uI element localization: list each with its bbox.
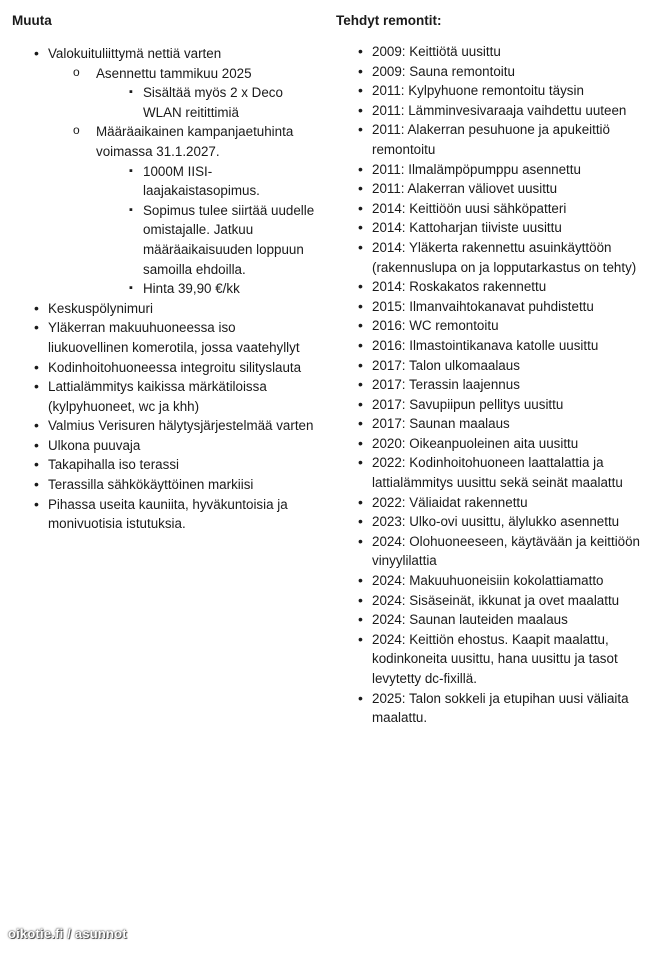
sublist-item-label: Määräaikainen kampanjaetuhinta voimassa 31.1.2027. bbox=[96, 124, 294, 159]
renovation-item: • 2017: Savupiipun pellitys uusittu bbox=[336, 395, 658, 415]
renovation-item: • 2015: Ilmanvaihtokanavat puhdistettu bbox=[336, 297, 658, 317]
detail-item: ▪ 1000M IISI-laajakaistasopimus. bbox=[108, 162, 317, 201]
list-item: • Terassilla sähkökäyttöinen markiisi bbox=[12, 475, 317, 495]
list-item-label: Valokuituliittymä nettiä varten bbox=[48, 46, 222, 61]
renovation-item: • 2017: Terassin laajennus bbox=[336, 375, 658, 395]
renovation-item: • 2009: Keittiötä uusittu bbox=[336, 42, 658, 62]
list-item-fiber bbox=[12, 44, 317, 299]
renovation-item: • 2023: Ulko-ovi uusittu, älylukko asennettu bbox=[336, 512, 658, 532]
renovation-item: • 2024: Makuuhuoneisiin kokolattiamatto bbox=[336, 571, 658, 591]
list-item: • Lattialämmitys kaikissa märkätiloissa (kylpyhuoneet, wc ja khh) bbox=[12, 377, 317, 416]
renovation-item: • 2022: Väliaidat rakennettu bbox=[336, 493, 658, 513]
renovation-item: • 2011: Kylpyhuone remontoitu täysin bbox=[336, 81, 658, 101]
list-item: • Yläkerran makuuhuoneessa iso liukuovellinen komerotila, jossa vaatehyllyt bbox=[12, 318, 317, 357]
left-column bbox=[12, 0, 317, 534]
renovation-item: • 2016: Ilmastointikanava katolle uusittu bbox=[336, 336, 658, 356]
list-item: • Ulkona puuvaja bbox=[12, 436, 317, 456]
renovation-item: • 2011: Alakerran pesuhuone ja apukeittiö remontoitu bbox=[336, 120, 658, 159]
sublist-item-installed bbox=[60, 64, 317, 123]
right-column bbox=[336, 0, 658, 728]
detail-item: ▪ Sopimus tulee siirtää uudelle omistajalle. Jatkuu määräaikaisuuden loppuun samoilla ehdoilla. bbox=[108, 201, 317, 279]
list-item: • Valmius Verisuren hälytysjärjestelmää varten bbox=[12, 416, 317, 436]
sublist-item-label: Asennettu tammikuu 2025 bbox=[96, 65, 252, 81]
section-heading-renovations: Tehdyt remontit: bbox=[336, 13, 442, 28]
renovation-item: • 2011: Alakerran väliovet uusittu bbox=[336, 179, 658, 199]
renovation-item: • 2022: Kodinhoitohuoneen laattalattia ja lattialämmitys uusittu sekä seinät maalattu bbox=[336, 453, 658, 492]
renovations-list bbox=[336, 42, 658, 728]
renovation-item: • 2014: Yläkerta rakennettu asuinkäyttöön (rakennuslupa on ja lopputarkastus on tehty) bbox=[336, 238, 658, 277]
list-item: • Pihassa useita kauniita, hyväkuntoisia ja monivuotisia istutuksia. bbox=[12, 495, 317, 534]
renovation-item: • 2014: Roskakatos rakennettu bbox=[336, 277, 658, 297]
list-item: • Keskuspölynimuri bbox=[12, 299, 317, 319]
renovation-item: • 2016: WC remontoitu bbox=[336, 316, 658, 336]
renovation-item: • 2020: Oikeanpuoleinen aita uusittu bbox=[336, 434, 658, 454]
renovation-item: • 2014: Keittiöön uusi sähköpatteri bbox=[336, 199, 658, 219]
renovation-item: • 2014: Kattoharjan tiiviste uusittu bbox=[336, 218, 658, 238]
renovation-item: • 2017: Saunan maalaus bbox=[336, 414, 658, 434]
installed-details bbox=[108, 83, 317, 122]
detail-item: ▪ Hinta 39,90 €/kk bbox=[108, 279, 317, 299]
renovation-item: • 2017: Talon ulkomaalaus bbox=[336, 356, 658, 376]
features-list bbox=[12, 44, 317, 534]
renovation-item: • 2009: Sauna remontoitu bbox=[336, 62, 658, 82]
renovation-item: • 2024: Keittiön ehostus. Kaapit maalattu, kodinkoneita uusittu, hana uusittu ja tasot levytetty dc-fixillä. bbox=[336, 630, 658, 689]
renovation-item: • 2024: Sisäseinät, ikkunat ja ovet maalattu bbox=[336, 591, 658, 611]
list-item: • Takapihalla iso terassi bbox=[12, 455, 317, 475]
fiber-sublist bbox=[60, 64, 317, 299]
renovation-item: • 2025: Talon sokkeli ja etupihan uusi väliaita maalattu. bbox=[336, 689, 658, 728]
detail-item: ▪ Sisältää myös 2 x Deco WLAN reitittimiä bbox=[108, 83, 317, 122]
renovation-item: • 2011: Ilmalämpöpumppu asennettu bbox=[336, 160, 658, 180]
site-watermark: oikotie.fi / asunnot bbox=[8, 926, 127, 941]
sublist-item-campaign bbox=[60, 122, 317, 298]
renovation-item: • 2024: Olohuoneeseen, käytävään ja keittiöön vinyylilattia bbox=[336, 532, 658, 571]
renovation-item: • 2024: Saunan lauteiden maalaus bbox=[336, 610, 658, 630]
renovation-item: • 2011: Lämminvesivaraaja vaihdettu uuteen bbox=[336, 101, 658, 121]
section-heading-muuta: Muuta bbox=[12, 13, 52, 28]
list-item: • Kodinhoitohuoneessa integroitu silityslauta bbox=[12, 358, 317, 378]
campaign-details bbox=[108, 162, 317, 299]
